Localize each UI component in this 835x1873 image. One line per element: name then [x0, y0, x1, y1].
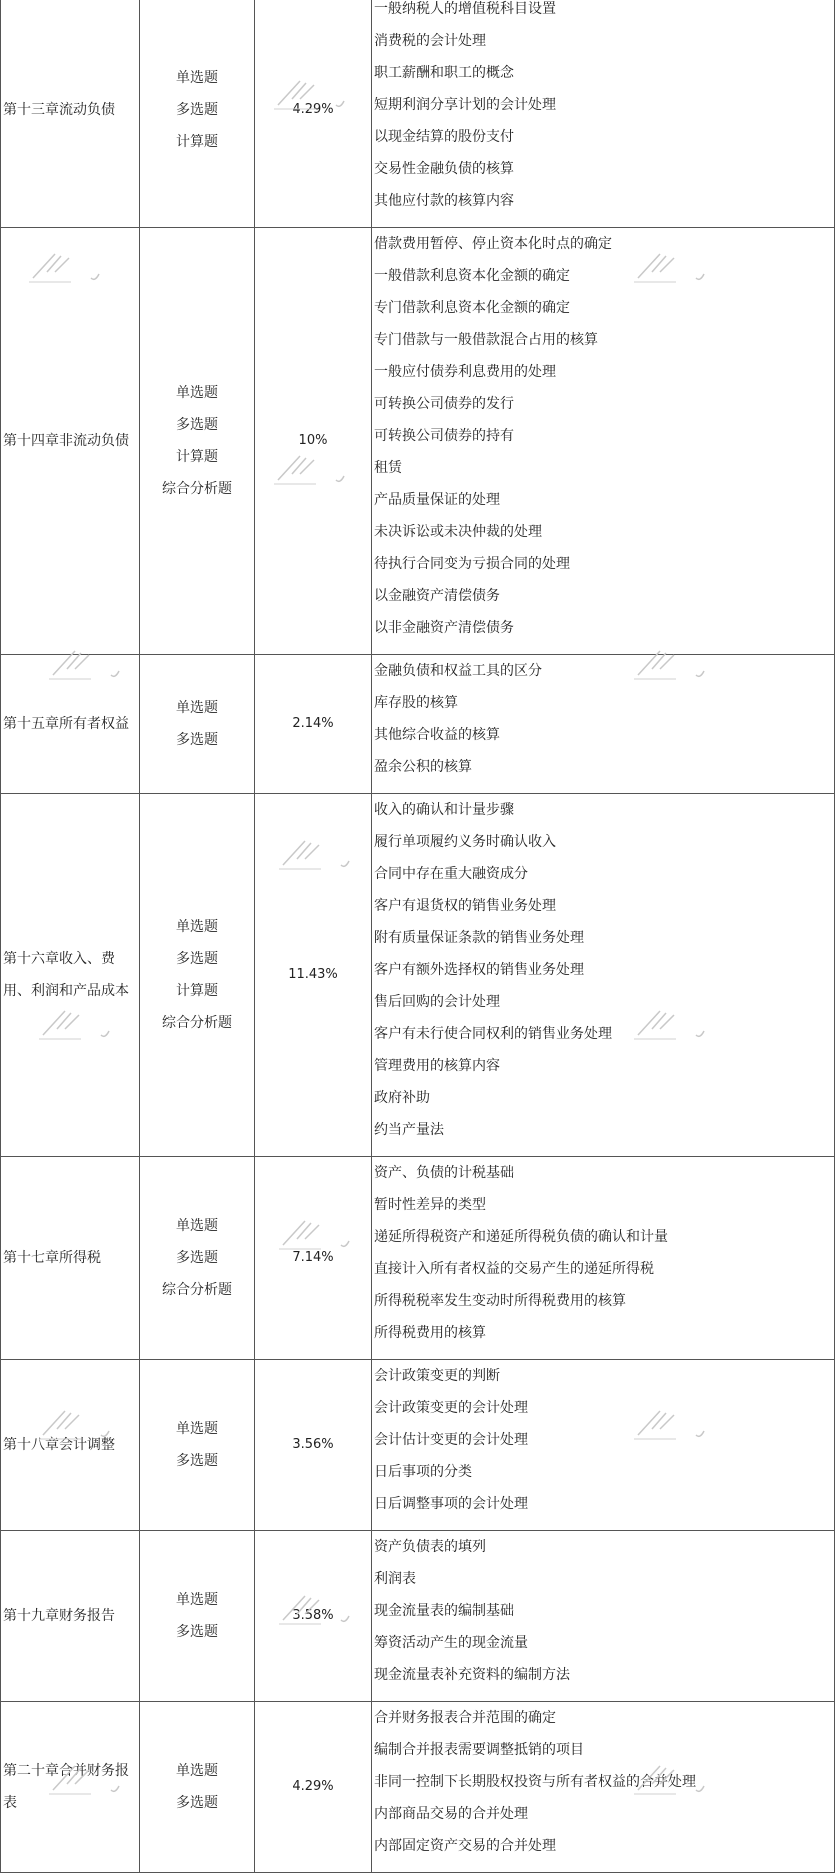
question-type: 单选题 — [176, 1218, 218, 1234]
topics-cell — [372, 794, 835, 1157]
question-type: 综合分析题 — [162, 481, 232, 497]
chapter-cell: 第十八章会计调整 — [1, 1360, 140, 1531]
topic-item: 以非金融资产清偿债务 — [374, 620, 514, 636]
topic-item: 内部商品交易的合并处理 — [374, 1806, 528, 1822]
chapter-cell: 第十九章财务报告 — [1, 1531, 140, 1702]
weight-cell: 3.56% — [255, 1360, 372, 1531]
topics-cell — [372, 1702, 835, 1873]
question-types-cell — [140, 794, 255, 1157]
topic-item: 职工薪酬和职工的概念 — [374, 65, 514, 81]
topic-item: 专门借款利息资本化金额的确定 — [374, 300, 570, 316]
topic-item: 盈余公积的核算 — [374, 759, 472, 775]
topic-item: 客户有未行使合同权利的销售业务处理 — [374, 1026, 612, 1042]
topics-cell — [372, 0, 835, 228]
question-type: 单选题 — [176, 70, 218, 86]
question-type: 多选题 — [176, 1624, 218, 1640]
question-type: 计算题 — [176, 449, 218, 465]
topic-item: 专门借款与一般借款混合占用的核算 — [374, 332, 598, 348]
topic-item: 合同中存在重大融资成分 — [374, 866, 528, 882]
topics-cell — [372, 228, 835, 655]
topic-item: 现金流量表的编制基础 — [374, 1603, 514, 1619]
topic-item: 会计估计变更的会计处理 — [374, 1432, 528, 1448]
table-body — [1, 0, 835, 1873]
question-type: 单选题 — [176, 919, 218, 935]
topic-item: 履行单项履约义务时确认收入 — [374, 834, 556, 850]
question-types-cell — [140, 0, 255, 228]
weight-cell: 4.29% — [255, 0, 372, 228]
question-type: 多选题 — [176, 1250, 218, 1266]
question-types-cell — [140, 1531, 255, 1702]
chapter-cell: 第十七章所得税 — [1, 1157, 140, 1360]
topic-item: 消费税的会计处理 — [374, 33, 486, 49]
question-types-cell — [140, 1360, 255, 1531]
topic-item: 收入的确认和计量步骤 — [374, 802, 514, 818]
question-types-cell — [140, 1157, 255, 1360]
question-type: 多选题 — [176, 732, 218, 748]
question-types-cell — [140, 1702, 255, 1873]
table-row — [1, 1360, 835, 1531]
question-type: 综合分析题 — [162, 1015, 232, 1031]
topic-item: 客户有额外选择权的销售业务处理 — [374, 962, 584, 978]
question-type: 计算题 — [176, 134, 218, 150]
topic-item: 所得税税率发生变动时所得税费用的核算 — [374, 1293, 626, 1309]
topic-item: 政府补助 — [374, 1090, 430, 1106]
topic-item: 其他综合收益的核算 — [374, 727, 500, 743]
weight-cell: 2.14% — [255, 655, 372, 794]
weight-cell: 3.58% — [255, 1531, 372, 1702]
topic-item: 资产负债表的填列 — [374, 1539, 486, 1555]
topic-item: 非同一控制下长期股权投资与所有者权益的合并处理 — [374, 1774, 696, 1790]
question-type: 单选题 — [176, 1592, 218, 1608]
table-row — [1, 794, 835, 1157]
topic-item: 金融负债和权益工具的区分 — [374, 663, 542, 679]
topic-item: 以现金结算的股份支付 — [374, 129, 514, 145]
topic-item: 递延所得税资产和递延所得税负债的确认和计量 — [374, 1229, 668, 1245]
topics-cell — [372, 1531, 835, 1702]
cell-padding — [374, 1862, 834, 1872]
topic-item: 库存股的核算 — [374, 695, 458, 711]
topic-item: 一般应付债券利息费用的处理 — [374, 364, 556, 380]
topic-item: 以金融资产清偿债务 — [374, 588, 500, 604]
chapter-cell: 第十四章非流动负债 — [1, 228, 140, 655]
topic-item: 筹资活动产生的现金流量 — [374, 1635, 528, 1651]
topic-item: 未决诉讼或未决仲裁的处理 — [374, 524, 542, 540]
topic-item: 资产、负债的计税基础 — [374, 1165, 514, 1181]
topic-item: 编制合并报表需要调整抵销的项目 — [374, 1742, 584, 1758]
question-type: 多选题 — [176, 102, 218, 118]
table-row — [1, 1531, 835, 1702]
question-type: 多选题 — [176, 951, 218, 967]
chapter-cell: 第十三章流动负债 — [1, 0, 140, 228]
topics-cell — [372, 1157, 835, 1360]
cell-padding — [374, 1349, 834, 1359]
topic-item: 暂时性差异的类型 — [374, 1197, 486, 1213]
question-type: 单选题 — [176, 1763, 218, 1779]
chapter-cell: 第十五章所有者权益 — [1, 655, 140, 794]
question-type: 综合分析题 — [162, 1282, 232, 1298]
question-type: 单选题 — [176, 700, 218, 716]
question-type: 多选题 — [176, 1795, 218, 1811]
topic-item: 交易性金融负债的核算 — [374, 161, 514, 177]
table-row — [1, 1702, 835, 1873]
cell-padding — [374, 217, 834, 227]
topic-item: 会计政策变更的会计处理 — [374, 1400, 528, 1416]
cell-padding — [374, 1520, 834, 1530]
table-row — [1, 655, 835, 794]
topic-item: 管理费用的核算内容 — [374, 1058, 500, 1074]
cell-padding — [374, 783, 834, 793]
weight-cell: 11.43% — [255, 794, 372, 1157]
topic-item: 一般借款利息资本化金额的确定 — [374, 268, 570, 284]
topic-item: 日后调整事项的会计处理 — [374, 1496, 528, 1512]
topic-item: 利润表 — [374, 1571, 416, 1587]
topic-item: 约当产量法 — [374, 1122, 444, 1138]
topic-item: 借款费用暂停、停止资本化时点的确定 — [374, 236, 612, 252]
weight-cell: 7.14% — [255, 1157, 372, 1360]
topic-item: 合并财务报表合并范围的确定 — [374, 1710, 556, 1726]
cell-padding — [374, 1691, 834, 1701]
cell-padding — [374, 644, 834, 654]
topic-item: 所得税费用的核算 — [374, 1325, 486, 1341]
topic-item: 会计政策变更的判断 — [374, 1368, 500, 1384]
topic-item: 可转换公司债券的持有 — [374, 428, 514, 444]
question-type: 单选题 — [176, 1421, 218, 1437]
question-type: 单选题 — [176, 385, 218, 401]
topic-item: 租赁 — [374, 460, 402, 476]
topic-item: 现金流量表补充资料的编制方法 — [374, 1667, 570, 1683]
topic-item: 短期利润分享计划的会计处理 — [374, 97, 556, 113]
topic-item: 其他应付款的核算内容 — [374, 193, 514, 209]
table-row — [1, 1157, 835, 1360]
topics-cell — [372, 1360, 835, 1531]
table-row — [1, 0, 835, 228]
question-type: 计算题 — [176, 983, 218, 999]
question-type: 多选题 — [176, 417, 218, 433]
topic-item: 售后回购的会计处理 — [374, 994, 500, 1010]
topic-item: 可转换公司债券的发行 — [374, 396, 514, 412]
chapter-cell: 第十六章收入、费用、利润和产品成本 — [1, 794, 140, 1157]
topic-item: 客户有退货权的销售业务处理 — [374, 898, 556, 914]
topic-item: 附有质量保证条款的销售业务处理 — [374, 930, 584, 946]
question-type: 多选题 — [176, 1453, 218, 1469]
topics-cell — [372, 655, 835, 794]
chapter-cell: 第二十章合并财务报表 — [1, 1702, 140, 1873]
cell-padding — [374, 1146, 834, 1156]
topic-item: 待执行合同变为亏损合同的处理 — [374, 556, 570, 572]
topic-item: 日后事项的分类 — [374, 1464, 472, 1480]
topic-item: 直接计入所有者权益的交易产生的递延所得税 — [374, 1261, 654, 1277]
question-types-cell — [140, 655, 255, 794]
weight-cell: 4.29% — [255, 1702, 372, 1873]
topic-item: 产品质量保证的处理 — [374, 492, 500, 508]
question-types-cell — [140, 228, 255, 655]
topic-item: 一般纳税人的增值税科目设置 — [374, 1, 556, 17]
topic-item: 内部固定资产交易的合并处理 — [374, 1838, 556, 1854]
weight-cell: 10% — [255, 228, 372, 655]
table-row — [1, 228, 835, 655]
